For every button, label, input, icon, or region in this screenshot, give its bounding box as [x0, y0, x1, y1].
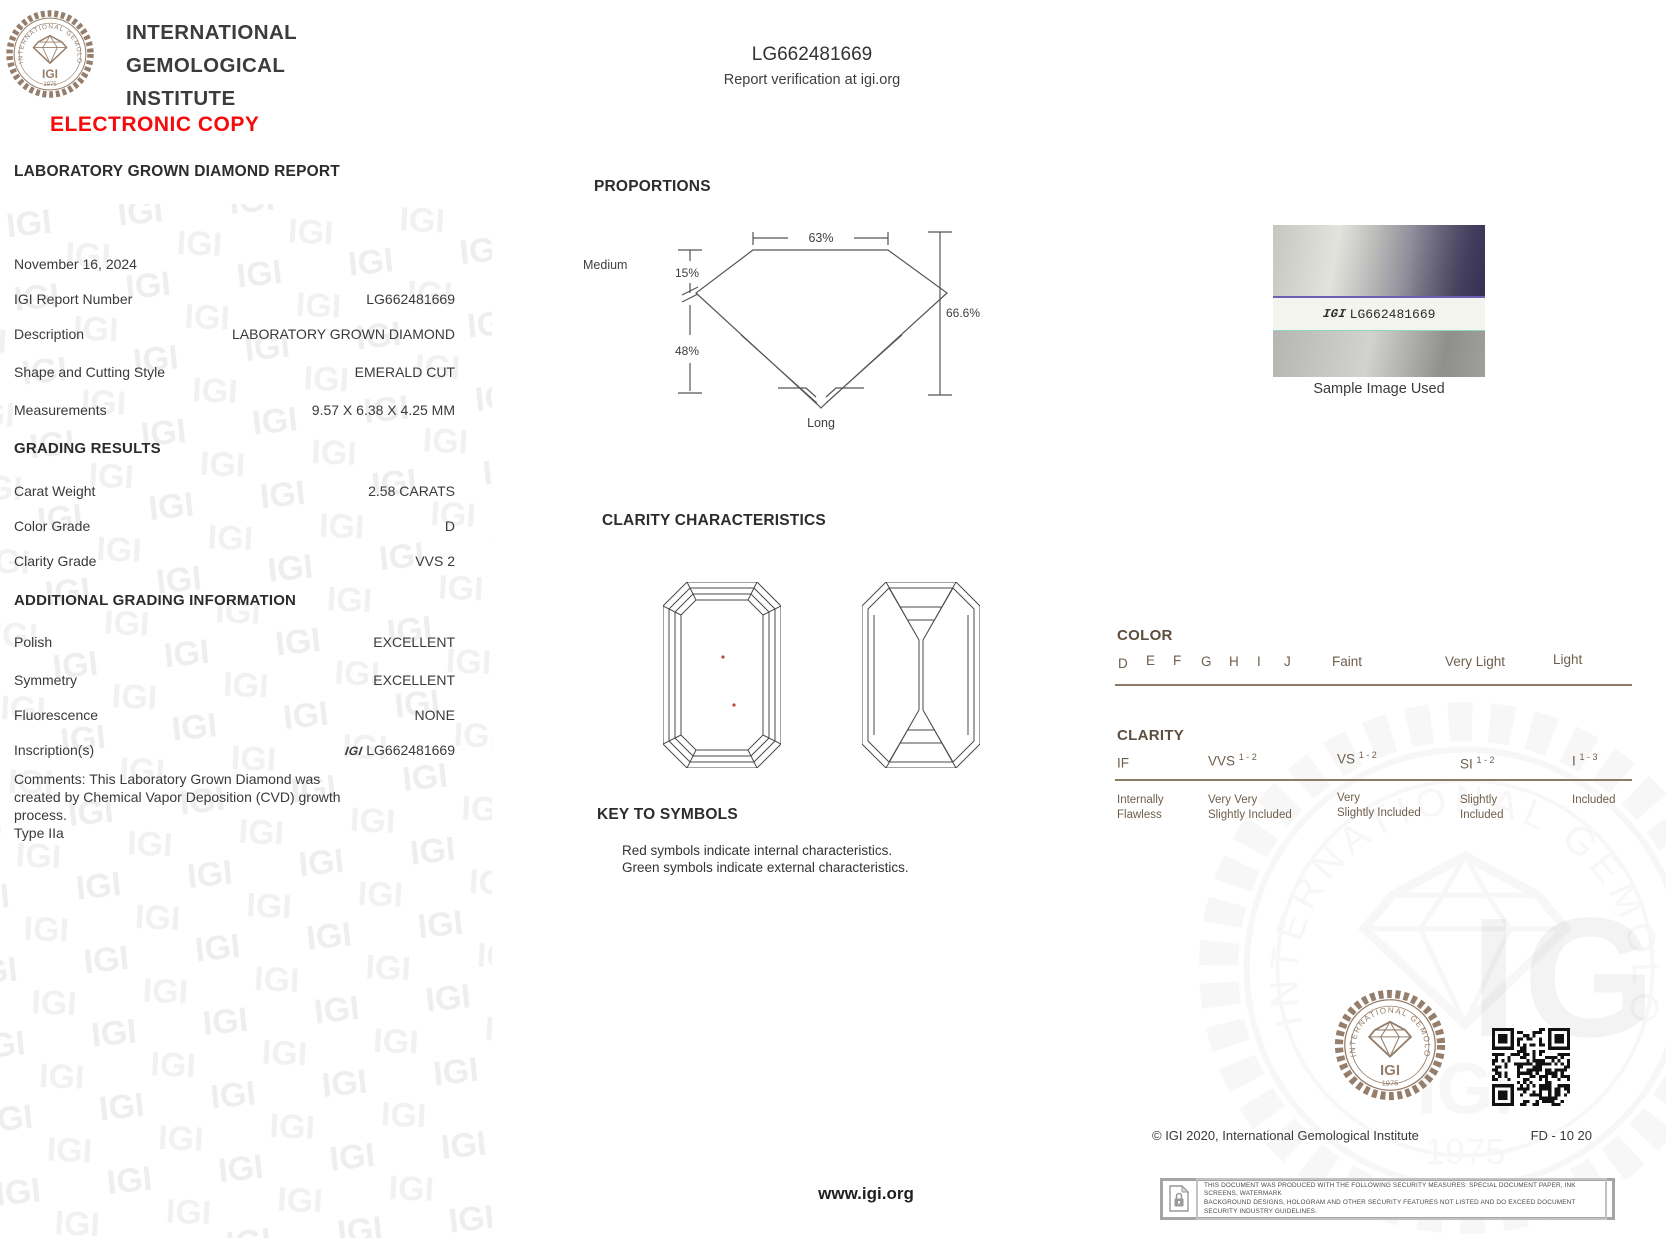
- photo-inscription-text: LG662481669: [1349, 306, 1436, 322]
- document-code: FD - 10 20: [1530, 1128, 1592, 1143]
- clarity-desc-si: Slightly Included: [1460, 794, 1504, 821]
- secure-document-lock-icon: [1168, 1185, 1190, 1213]
- field-value: 9.57 X 6.38 X 4.25 MM: [311, 402, 455, 418]
- sample-image-caption: Sample Image Used: [1313, 381, 1445, 397]
- field-row-clarity-grade: [14, 553, 455, 569]
- inscription-value: IGI LG662481669: [343, 742, 455, 758]
- color-range-light: Light: [1553, 652, 1583, 667]
- clarity-desc-vs: Very Slightly Included: [1337, 792, 1421, 819]
- key-line-red: Red symbols indicate internal characteristics.: [622, 843, 893, 858]
- color-grade-f: F: [1173, 653, 1182, 668]
- color-grade-i: I: [1257, 654, 1261, 669]
- key-to-symbols-heading: KEY TO SYMBOLS: [597, 806, 738, 823]
- field-value: EXCELLENT: [373, 634, 455, 650]
- depth-percent-label: 66.6%: [946, 306, 981, 320]
- clarity-grade-vvs: VVS $^{1 - 2}$: [1208, 752, 1257, 769]
- clarity-grade-vs: VS $^{1 - 2}$: [1337, 750, 1377, 767]
- color-grade-d: D: [1118, 656, 1128, 671]
- field-label: Clarity Grade: [14, 553, 97, 569]
- color-range-very-light: Very Light: [1445, 654, 1506, 669]
- report-date: November 16, 2024: [14, 256, 137, 272]
- security-statement: THIS DOCUMENT WAS PRODUCED WITH THE FOLLOWING SECURITY MEASURES: SPECIAL DOCUMENT PAPER, INK SCREENS, WATERMARK BACKGROUND DESIGNS, HOLOGRAM AND OTHER SECURITY FEATURES NOT LISTED AND DO EXCEED DOCUMENT SECURITY INDUSTRY GUIDELINES.: [1196, 1178, 1607, 1220]
- qr-code[interactable]: [1492, 1028, 1570, 1106]
- color-scale-rule: [1115, 684, 1632, 686]
- comments-block: [14, 770, 464, 842]
- field-label: Measurements: [14, 402, 107, 418]
- field-label: Fluorescence: [14, 707, 99, 723]
- color-scale-heading: COLOR: [1117, 627, 1173, 644]
- field-label: Symmetry: [14, 672, 77, 688]
- proportions-heading: PROPORTIONS: [594, 178, 711, 195]
- crown-percent-label: 15%: [674, 266, 700, 280]
- key-line-green: Green symbols indicate external characteristics.: [622, 860, 909, 875]
- igi-inscription-logo-icon: IGI: [1321, 307, 1347, 322]
- field-value: 2.58 CARATS: [368, 483, 455, 499]
- proportions-diagram: [545, 205, 1045, 437]
- report-title: LABORATORY GROWN DIAMOND REPORT: [14, 163, 340, 180]
- clarity-grade-if: IF: [1117, 755, 1129, 771]
- org-line-3: INSTITUTE: [126, 87, 236, 110]
- color-grade-j: J: [1284, 654, 1291, 669]
- table-percent-label: 63%: [808, 231, 834, 245]
- comments-line: Type IIa: [14, 825, 64, 841]
- additional-grading-heading: ADDITIONAL GRADING INFORMATION: [14, 592, 297, 609]
- field-row-shape: [14, 364, 455, 380]
- igi-footer-seal: [1332, 987, 1448, 1103]
- clarity-desc-vvs: Very Very Slightly Included: [1208, 794, 1292, 821]
- field-row-carat: [14, 483, 455, 499]
- report-date-row: [14, 256, 455, 272]
- field-label: Carat Weight: [14, 483, 96, 499]
- field-value: EXCELLENT: [373, 672, 455, 688]
- clarity-desc-i: Included: [1572, 794, 1616, 806]
- field-value: NONE: [414, 707, 455, 723]
- internal-characteristic-symbol: [732, 703, 735, 706]
- culet-label: Long: [807, 416, 835, 430]
- clarity-desc-if: Internally Flawless: [1117, 794, 1164, 821]
- org-line-2: GEMOLOGICAL: [126, 54, 286, 77]
- igi-logo-seal: [4, 8, 96, 100]
- field-row-color-grade: [14, 518, 455, 534]
- field-row-report-number: [14, 291, 455, 307]
- field-row-polish: [14, 634, 455, 650]
- field-value: LG662481669: [366, 291, 455, 307]
- color-grade-e: E: [1146, 653, 1156, 668]
- field-label: Shape and Cutting Style: [14, 364, 165, 380]
- field-label: Inscription(s): [14, 742, 95, 758]
- pavilion-percent-label: 48%: [674, 344, 700, 358]
- field-value: VVS 2: [415, 553, 455, 569]
- girdle-label: Medium: [583, 258, 628, 272]
- org-line-1: INTERNATIONAL: [126, 21, 298, 44]
- igi-inscription-logo-icon: IGI: [343, 744, 364, 758]
- photo-purple-flare: [1379, 225, 1485, 296]
- clarity-plot-crown-view: [663, 582, 781, 768]
- field-value: D: [444, 518, 455, 534]
- photo-inscription-band: [1273, 296, 1485, 331]
- field-label: Color Grade: [14, 518, 91, 534]
- website-link[interactable]: www.igi.org: [818, 1184, 914, 1203]
- field-row-measurements: [14, 402, 455, 418]
- color-range-faint: Faint: [1332, 654, 1363, 669]
- color-grade-g: G: [1201, 654, 1212, 669]
- clarity-characteristics-heading: CLARITY CHARACTERISTICS: [602, 512, 826, 529]
- grading-results-heading: GRADING RESULTS: [14, 440, 161, 457]
- security-bar: [1160, 1178, 1615, 1220]
- field-row-symmetry: [14, 672, 455, 688]
- sample-inscription-photo: [1273, 225, 1485, 377]
- comments-line: created by Chemical Vapor Deposition (CVD) growth: [14, 789, 341, 805]
- comments-line: process.: [14, 807, 67, 823]
- report-verification-note[interactable]: Report verification at igi.org: [723, 72, 901, 88]
- copyright-text: © IGI 2020, International Gemological Institute: [1152, 1128, 1419, 1143]
- clarity-scale-heading: CLARITY: [1117, 727, 1185, 744]
- field-row-fluorescence: [14, 707, 455, 723]
- clarity-grade-si: SI $^{1 - 2}$: [1460, 755, 1495, 772]
- clarity-plot-pavilion-view: [862, 582, 980, 768]
- clarity-grade-i: I $^{1 - 3}$: [1572, 752, 1598, 769]
- field-label: Polish: [14, 634, 53, 650]
- diamond-profile-outline: [696, 250, 947, 408]
- field-value: LABORATORY GROWN DIAMOND: [232, 326, 455, 342]
- field-row-inscription: [14, 742, 455, 758]
- field-label: IGI Report Number: [14, 291, 133, 307]
- field-row-description: [14, 326, 455, 342]
- field-label: Description: [14, 326, 85, 342]
- internal-characteristic-symbol: [721, 655, 724, 658]
- color-grade-h: H: [1229, 654, 1239, 669]
- clarity-scale-rule: [1115, 779, 1632, 781]
- org-name: [126, 16, 297, 115]
- electronic-copy-label: ELECTRONIC COPY: [50, 113, 260, 136]
- photo-lower-region: [1273, 331, 1485, 377]
- field-value: EMERALD CUT: [354, 364, 455, 380]
- comments-line: Comments: This Laboratory Grown Diamond was: [14, 771, 321, 787]
- top-report-number: LG662481669: [751, 44, 873, 65]
